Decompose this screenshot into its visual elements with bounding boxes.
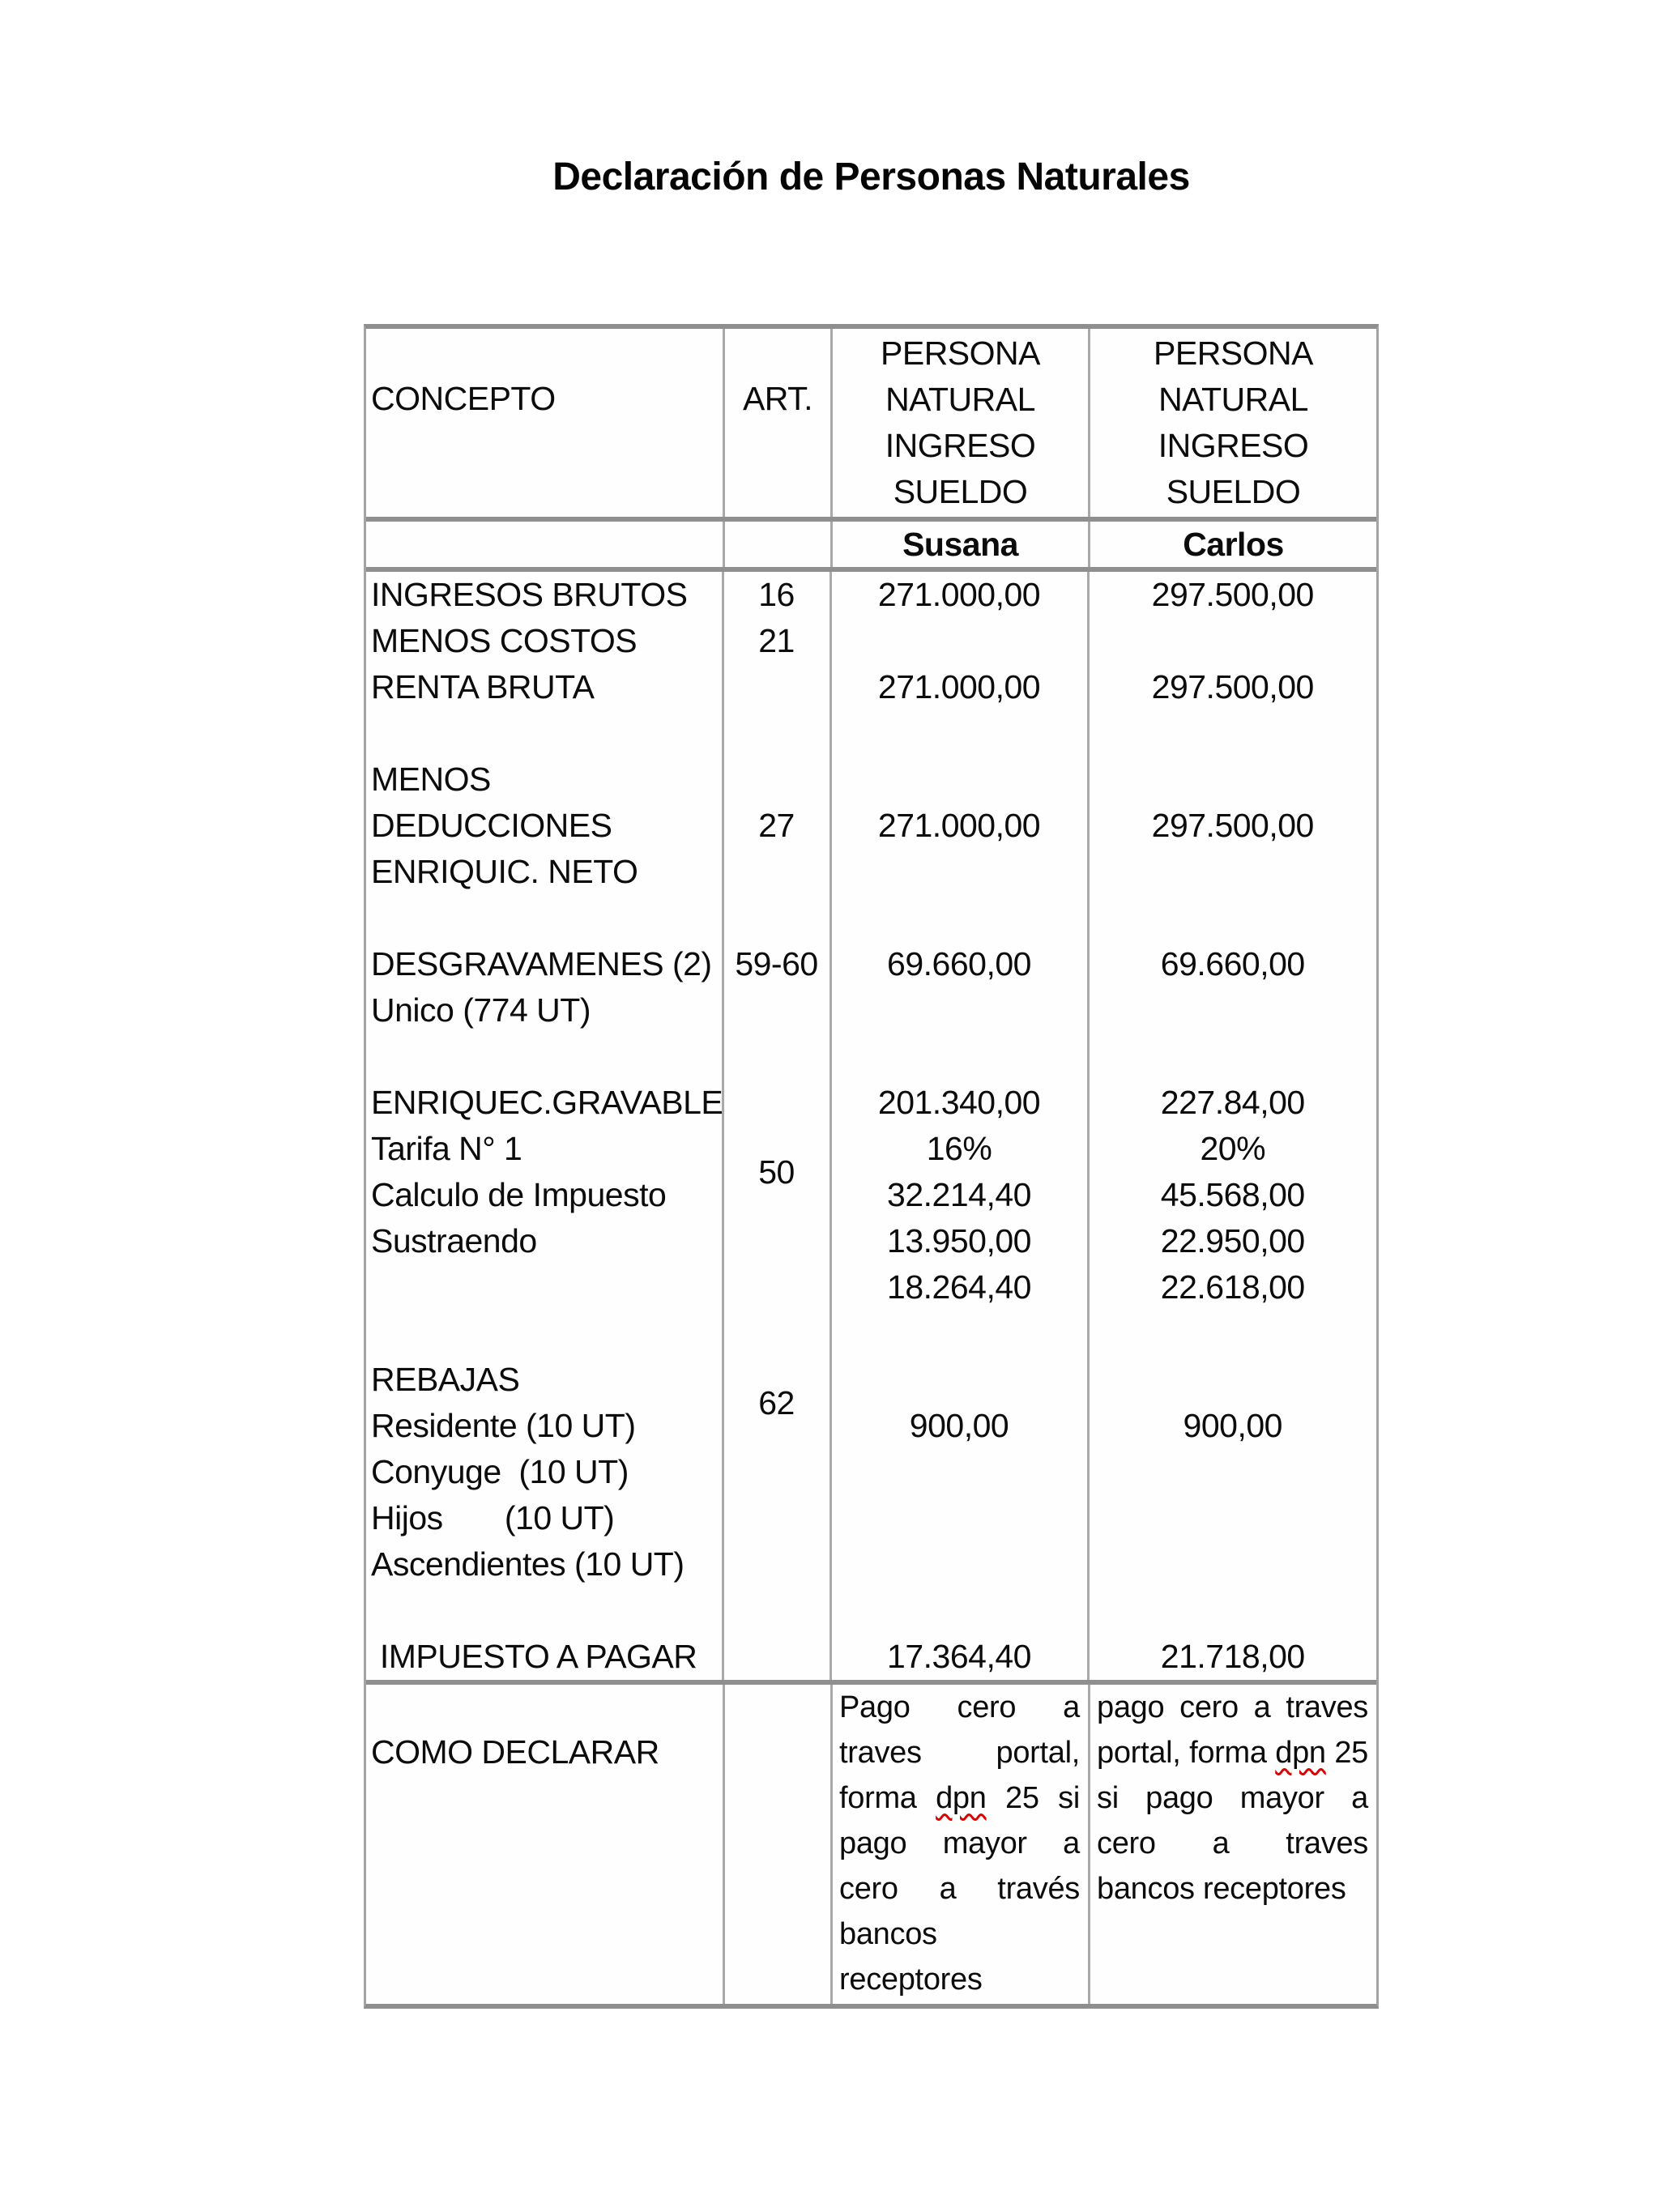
como-declarar-row: [366, 1680, 1376, 2004]
cell-art: [723, 1634, 830, 1680]
document-title: Declaración de Personas Naturales: [552, 156, 1190, 198]
cell-carlos: 20%: [1088, 1126, 1376, 1172]
cell-carlos: 21.718,00: [1088, 1634, 1376, 1680]
cell-carlos: 22.950,00: [1088, 1218, 1376, 1264]
table-row: [366, 1634, 1376, 1680]
cell-concepto: [366, 895, 723, 941]
cell-art: [723, 757, 830, 803]
tax-table: [364, 324, 1379, 2009]
table-row: [366, 572, 1376, 618]
cell-susana: 17.364,40: [830, 1634, 1088, 1680]
cell-susana: 16%: [830, 1126, 1088, 1172]
cell-susana: [830, 1034, 1088, 1080]
table-header: [366, 329, 1376, 517]
cell-art: [723, 1588, 830, 1634]
susana-name-label: Susana: [830, 522, 1088, 567]
cell-susana: [830, 1357, 1088, 1403]
table-row: [366, 803, 1376, 849]
cell-art: [723, 1034, 830, 1080]
cell-art: 27: [723, 803, 830, 849]
cell-art: [723, 895, 830, 941]
cell-concepto: Conyuge (10 UT): [371, 1453, 629, 1490]
persona-line: SUELDO: [1166, 473, 1301, 510]
names-empty-art: [723, 522, 830, 567]
cell-carlos: [1088, 1541, 1376, 1588]
table-row: [366, 987, 1376, 1034]
cell-susana: [830, 618, 1088, 664]
cell-art: 59-60: [723, 941, 830, 987]
cell-susana: 201.340,00: [830, 1080, 1088, 1126]
como-declarar-label: COMO DECLARAR: [371, 1733, 659, 1771]
cell-susana: [830, 895, 1088, 941]
cell-carlos: 900,00: [1088, 1403, 1376, 1449]
persona-line: INGRESO: [885, 427, 1036, 464]
cell-carlos: [1088, 1449, 1376, 1495]
table-row: [366, 1126, 1376, 1172]
cell-concepto: [366, 1264, 723, 1311]
cell-carlos: [1088, 710, 1376, 757]
header-persona-cell-carlos: [1088, 329, 1376, 517]
persona-line: NATURAL: [1158, 381, 1308, 418]
cell-art: [723, 1495, 830, 1541]
cell-art: [723, 987, 830, 1034]
cell-carlos: [1088, 1034, 1376, 1080]
cell-concepto: Calculo de Impuesto: [371, 1176, 667, 1213]
cell-concepto: MENOS COSTOS: [371, 622, 638, 659]
cell-susana: [830, 1541, 1088, 1588]
table-row: [366, 849, 1376, 895]
persona-line: PERSONA: [881, 335, 1040, 372]
cell-susana: [830, 757, 1088, 803]
header-persona-cell-susana: [830, 329, 1088, 517]
cell-concepto: INGRESOS BRUTOS: [371, 576, 688, 613]
cell-susana: [830, 1495, 1088, 1541]
cell-susana: [830, 987, 1088, 1034]
cell-concepto: [366, 1588, 723, 1634]
como-carlos-text-pre: pago cero a traves portal, forma: [1097, 1690, 1368, 1770]
table-row: [366, 1357, 1376, 1403]
cell-art: [723, 1449, 830, 1495]
carlos-name-label: Carlos: [1088, 522, 1376, 567]
cell-concepto: DEDUCCIONES: [371, 807, 612, 844]
cell-concepto: DESGRAVAMENES (2): [371, 945, 712, 982]
cell-art: [723, 1541, 830, 1588]
cell-concepto: Hijos (10 UT): [371, 1499, 615, 1536]
cell-susana: [830, 1449, 1088, 1495]
cell-carlos: 227.84,00: [1088, 1080, 1376, 1126]
cell-concepto: Ascendientes (10 UT): [371, 1545, 684, 1583]
persona-line: NATURAL: [885, 381, 1035, 418]
cell-concepto: MENOS: [371, 761, 491, 798]
como-carlos-cell: [1088, 1685, 1376, 2004]
cell-concepto: Tarifa N° 1: [371, 1130, 522, 1167]
cell-susana: 32.214,40: [830, 1172, 1088, 1218]
cell-concepto: Residente (10 UT): [371, 1407, 636, 1444]
header-art-cell: ART.: [723, 329, 830, 517]
cell-carlos: 297.500,00: [1088, 572, 1376, 618]
cell-concepto: IMPUESTO A PAGAR: [371, 1638, 697, 1675]
cell-art: [723, 1080, 830, 1126]
cell-carlos: 69.660,00: [1088, 941, 1376, 987]
cell-susana: [830, 710, 1088, 757]
names-row: [366, 517, 1376, 567]
header-concepto-cell: CONCEPTO: [371, 380, 556, 417]
como-susana-text-pre: Pago cero a traves portal, forma: [839, 1690, 1080, 1815]
cell-susana: [830, 1588, 1088, 1634]
cell-carlos: [1088, 618, 1376, 664]
cell-carlos: [1088, 1311, 1376, 1357]
table-row: [366, 1541, 1376, 1588]
cell-carlos: [1088, 849, 1376, 895]
misspelled-word: dpn: [1275, 1736, 1326, 1770]
cell-susana: [830, 849, 1088, 895]
table-row: [366, 1264, 1376, 1311]
table-row: [366, 1495, 1376, 1541]
cell-art: 62: [723, 1357, 830, 1449]
names-empty-concepto: [366, 522, 723, 567]
como-empty-art: [723, 1685, 830, 2004]
cell-art: [723, 664, 830, 710]
cell-art: [723, 1264, 830, 1311]
cell-carlos: [1088, 1495, 1376, 1541]
cell-concepto: Unico (774 UT): [371, 991, 591, 1029]
cell-carlos: 297.500,00: [1088, 803, 1376, 849]
table-row: [366, 710, 1376, 757]
persona-line: SUELDO: [893, 473, 1028, 510]
body-table: [366, 572, 1376, 1680]
cell-concepto: Sustraendo: [371, 1222, 537, 1259]
persona-line: INGRESO: [1158, 427, 1309, 464]
table-row: [366, 1172, 1376, 1218]
cell-susana: 271.000,00: [830, 664, 1088, 710]
table-row: [366, 664, 1376, 710]
cell-susana: [830, 1311, 1088, 1357]
table-row: [366, 1218, 1376, 1264]
cell-susana: 69.660,00: [830, 941, 1088, 987]
table-row: [366, 1080, 1376, 1126]
cell-concepto: [366, 1034, 723, 1080]
table-row: [366, 941, 1376, 987]
table-body: [366, 567, 1376, 1680]
cell-susana: 271.000,00: [830, 803, 1088, 849]
cell-carlos: [1088, 1357, 1376, 1403]
table-row: [366, 1311, 1376, 1357]
cell-carlos: [1088, 987, 1376, 1034]
cell-concepto: RENTA BRUTA: [371, 668, 595, 705]
cell-carlos: [1088, 895, 1376, 941]
table-row: [366, 757, 1376, 803]
cell-susana: 271.000,00: [830, 572, 1088, 618]
persona-line: PERSONA: [1154, 335, 1313, 372]
cell-susana: 900,00: [830, 1403, 1088, 1449]
cell-carlos: 297.500,00: [1088, 664, 1376, 710]
table-row: [366, 1449, 1376, 1495]
table-row: [366, 1403, 1376, 1449]
cell-concepto: ENRIQUIC. NETO: [371, 853, 638, 890]
cell-art: [723, 1311, 830, 1357]
cell-susana: 18.264,40: [830, 1264, 1088, 1311]
cell-concepto: ENRIQUEC.GRAVABLE: [371, 1084, 723, 1121]
cell-susana: 13.950,00: [830, 1218, 1088, 1264]
cell-art: 21: [723, 618, 830, 664]
como-susana-text-post: 25 si pago mayor a cero a través bancos receptores: [839, 1781, 1080, 1997]
como-susana-cell: [830, 1685, 1088, 2004]
cell-art: 50: [723, 1126, 830, 1218]
cell-carlos: [1088, 1588, 1376, 1634]
cell-carlos: 45.568,00: [1088, 1172, 1376, 1218]
cell-art: 16: [723, 572, 830, 618]
cell-art: [723, 1218, 830, 1264]
table-row: [366, 895, 1376, 941]
table-row: [366, 618, 1376, 664]
cell-carlos: 22.618,00: [1088, 1264, 1376, 1311]
table-row: [366, 1588, 1376, 1634]
cell-art: [723, 849, 830, 895]
misspelled-word: dpn: [936, 1781, 987, 1815]
cell-carlos: [1088, 757, 1376, 803]
cell-concepto: [366, 1311, 723, 1357]
como-carlos-text-post: 25 si pago mayor a cero a traves bancos receptores: [1097, 1736, 1368, 1906]
cell-concepto: [366, 710, 723, 757]
cell-art: [723, 710, 830, 757]
cell-concepto: REBAJAS: [371, 1361, 520, 1398]
table-row: [366, 1034, 1376, 1080]
